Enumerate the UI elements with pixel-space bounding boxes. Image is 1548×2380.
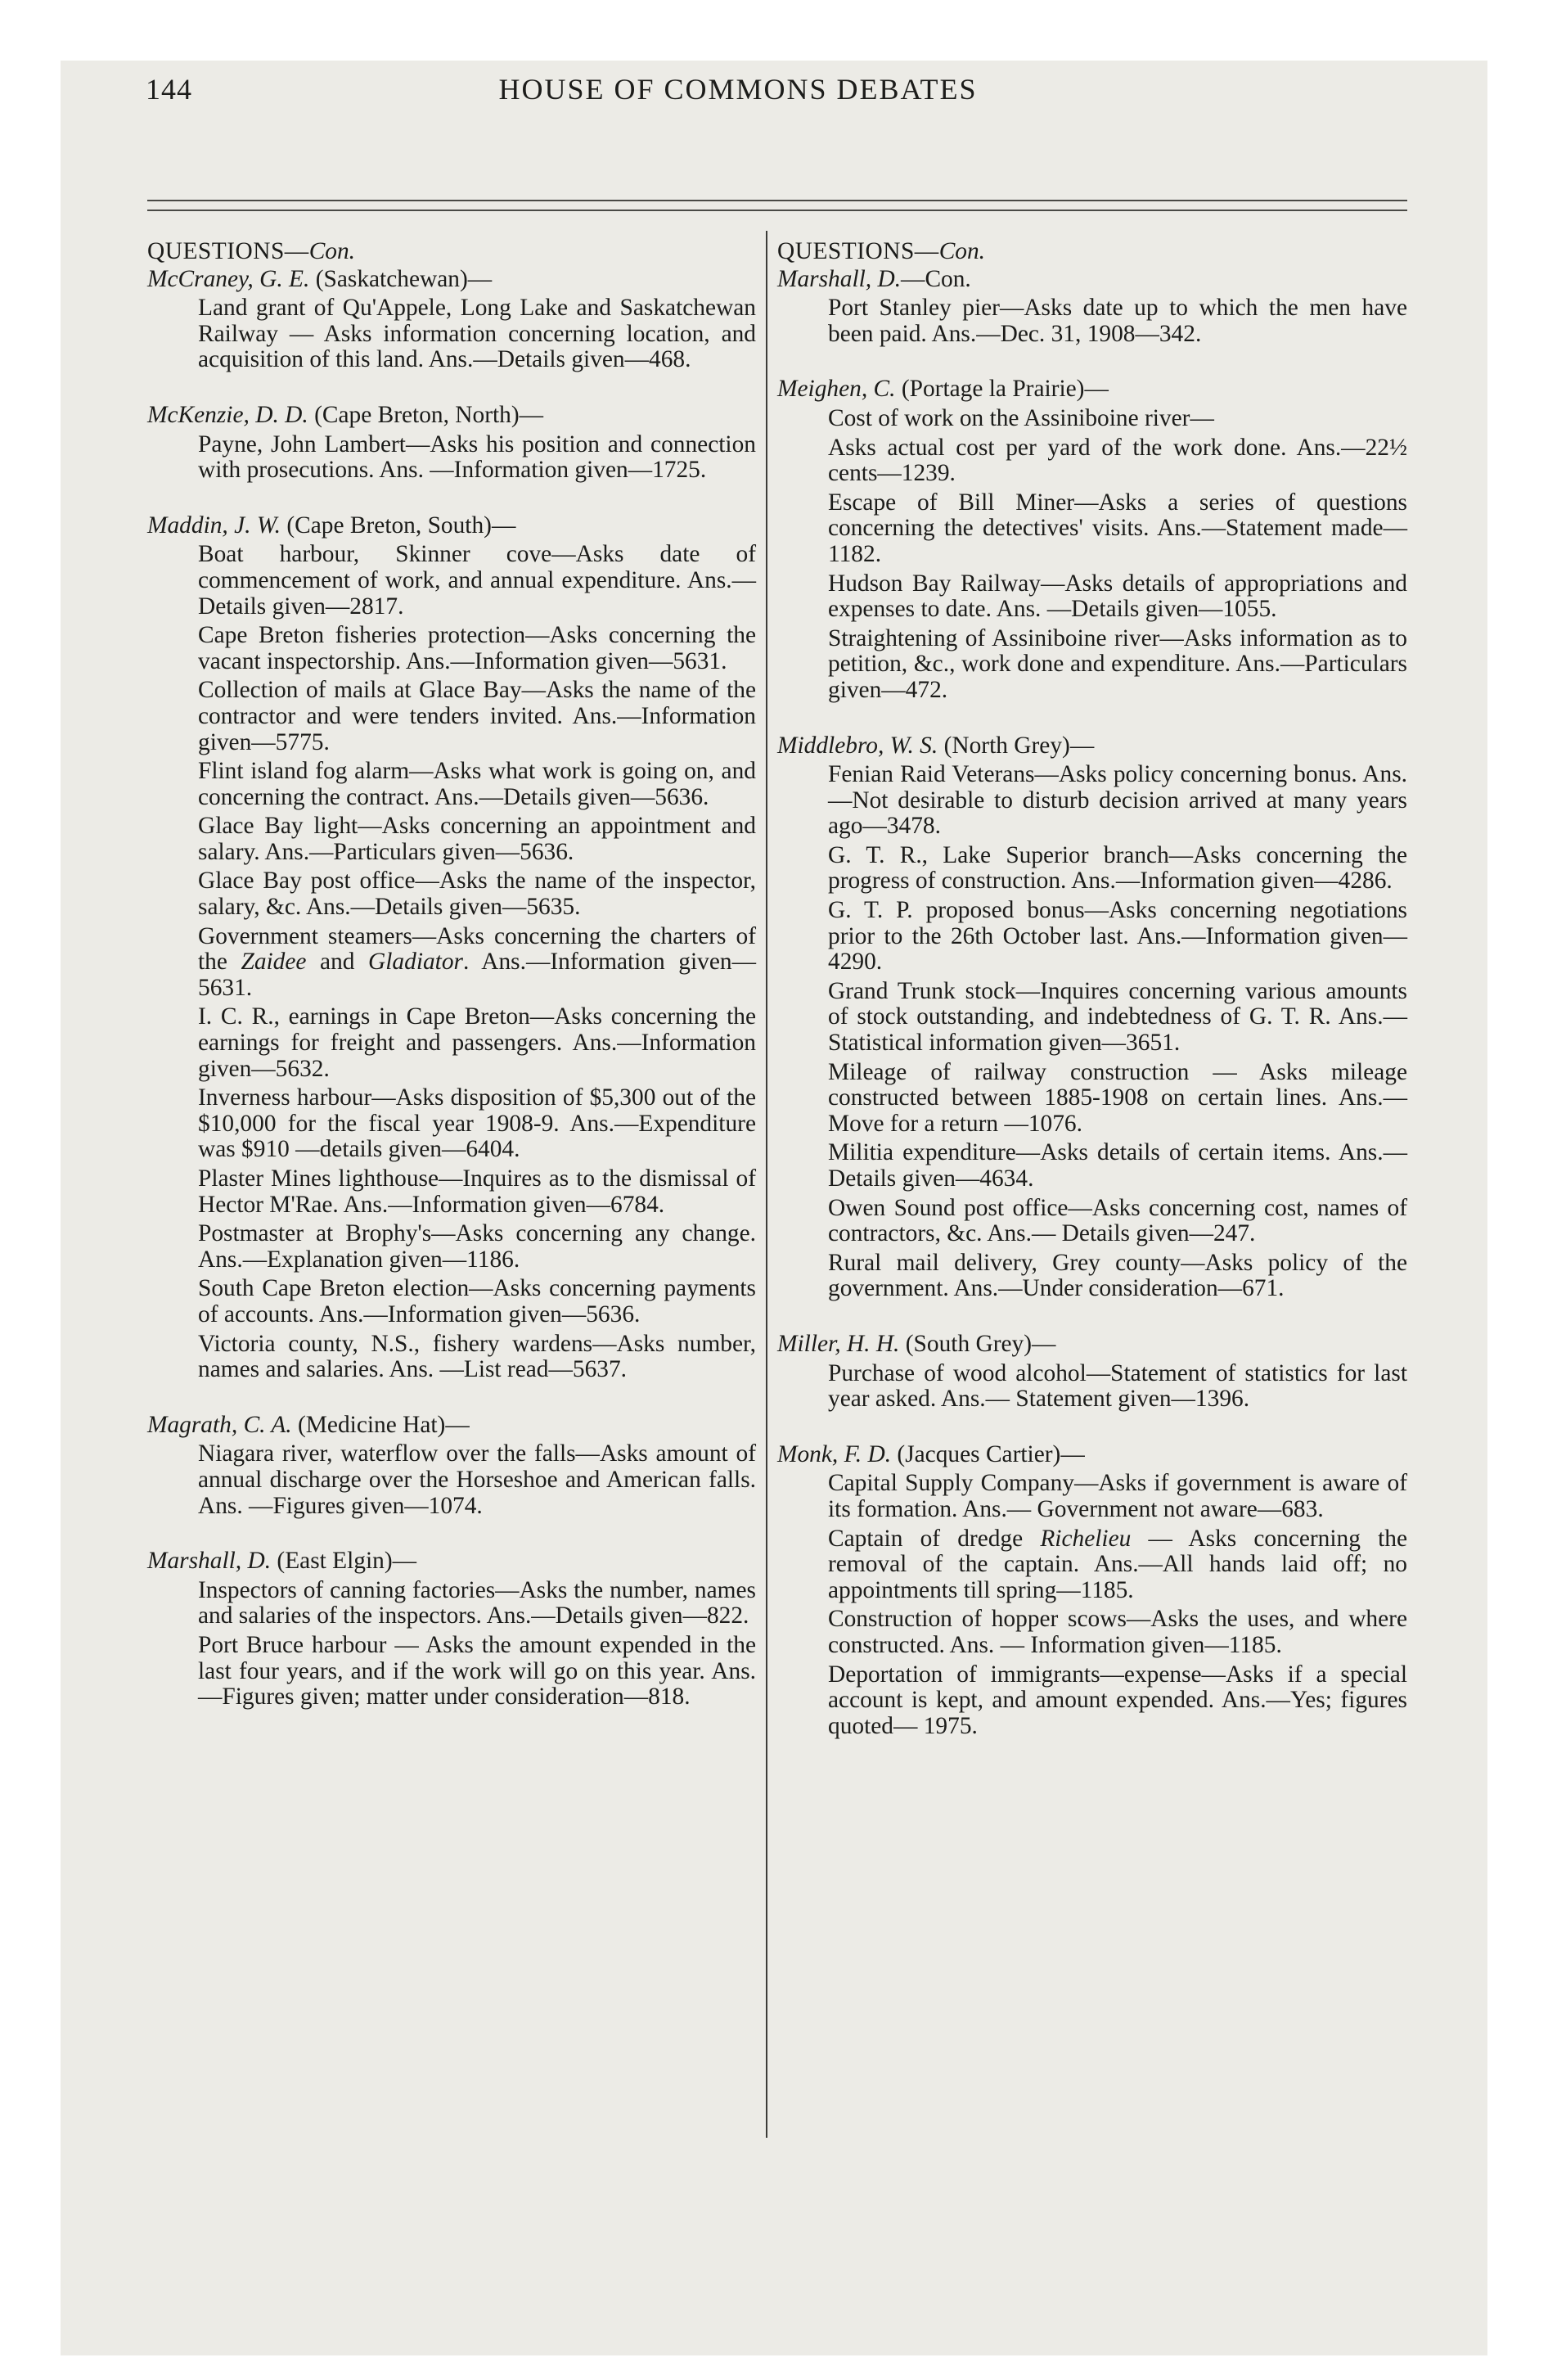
question-entry: Owen Sound post office—Asks concerning cost, names of contractors, &c. Ans.— Details given—247. (828, 1194, 1407, 1247)
member-constituency: —Con. (901, 265, 971, 292)
header-rule-bottom (147, 210, 1407, 211)
member-constituency: (Medicine Hat)— (298, 1411, 470, 1438)
question-entry: Land grant of Qu'Appele, Long Lake and Saskatchewan Railway — Asks information concerning location, and acquisition of this land. Ans.—Details given—468. (198, 295, 756, 373)
member-name: Magrath, C. A. (147, 1411, 292, 1438)
member-constituency: (Jacques Cartier)— (897, 1440, 1085, 1467)
question-entry: Cost of work on the Assiniboine river— (828, 404, 1214, 431)
member-heading (147, 513, 756, 539)
right-column (777, 239, 1407, 1742)
question-entry: Escape of Bill Miner—Asks a series of questions concerning the detectives' visits. Ans.—Statement made—1182. (828, 489, 1407, 567)
question-entry: Plaster Mines lighthouse—Inquires as to the dismissal of Hector M'Rae. Ans.—Information given—6784. (198, 1165, 756, 1218)
question-entry: Collection of mails at Glace Bay—Asks the name of the contractor and were tenders invited. Ans.—Information given—5775. (198, 677, 756, 755)
member-heading (777, 267, 1407, 293)
question-entry: I. C. R., earnings in Cape Breton—Asks concerning the earnings for freight and passengers. Ans.—Information given—5632. (198, 1003, 756, 1082)
running-head: HOUSE OF COMMONS DEBATES (498, 73, 978, 106)
member-heading (777, 376, 1407, 403)
column-divider (766, 231, 767, 2138)
ship-name: Zaidee (241, 949, 307, 976)
question-entry: Grand Trunk stock—Inquires concerning various amounts of stock outstanding, and indebtedness of G. T. R. Ans.— Statistical information given—3651. (828, 977, 1407, 1057)
question-entry: Postmaster at Brophy's—Asks concerning any change. Ans.—Explanation given—1186. (198, 1220, 756, 1273)
member-constituency: (South Grey)— (905, 1330, 1056, 1357)
member-name: Monk, F. D. (777, 1440, 892, 1467)
question-entry: Deportation of immigrants—expense—Asks if a special account is kept, and amount expended. Ans.—Yes; figures quoted— 1975. (828, 1661, 1407, 1739)
question-entry: G. T. P. proposed bonus—Asks concerning negotiations prior to the 26th October last. Ans.—Information given—4290. (828, 897, 1407, 976)
header-rule-top (147, 200, 1407, 201)
member-heading (777, 733, 1407, 760)
member-constituency: (Portage la Prairie)— (901, 376, 1109, 403)
question-entry: Glace Bay light—Asks concerning an appointment and salary. Ans.—Particulars given—5636. (198, 813, 756, 865)
question-entry: Construction of hopper scows—Asks the uses, and where constructed. Ans. — Information given—1185. (828, 1606, 1407, 1658)
question-entry: Purchase of wood alcohol—Statement of statistics for last year asked. Ans.— Statement given—1396. (828, 1359, 1407, 1413)
ship-name: Gladiator (368, 949, 463, 976)
page-number: 144 (146, 73, 192, 106)
left-column (147, 239, 756, 1714)
member-heading (147, 267, 756, 293)
member-name: Middlebro, W. S. (777, 732, 938, 759)
question-entry: Boat harbour, Skinner cove—Asks date of commencement of work, and annual expenditure. Ans.—Details given—2817. (198, 541, 756, 620)
question-entry: Rural mail delivery, Grey county—Asks policy of the government. Ans.—Under consideration—671. (828, 1249, 1407, 1302)
section-continued-heading: QUESTIONS—Con. (147, 238, 356, 264)
question-entry: Inverness harbour—Asks disposition of $5,300 out of the $10,000 for the fiscal year 1908-9. Ans.—Expenditure was $910 —details given—6404. (198, 1084, 756, 1163)
question-entry: Straightening of Assiniboine river—Asks information as to petition, &c., work done and expenditure. Ans.—Particulars given—472. (828, 624, 1407, 703)
question-entry: Victoria county, N.S., fishery wardens—Asks number, names and salaries. Ans. —List read—5637. (198, 1330, 756, 1383)
question-entry: Captain of dredge Richelieu — Asks concerning the removal of the captain. Ans.—All hands laid off; no appointments till spring—1185. (828, 1525, 1407, 1603)
member-constituency: (North Grey)— (943, 732, 1095, 759)
question-entry: Fenian Raid Veterans—Asks policy concerning bonus. Ans.—Not desirable to disturb decision arrived at many years ago—3478. (828, 761, 1407, 840)
member-constituency: (Cape Breton, South)— (286, 512, 516, 539)
member-constituency: (Saskatchewan)— (315, 265, 493, 292)
question-entry: Payne, John Lambert—Asks his position and connection with prosecutions. Ans. —Information given—1725. (198, 430, 756, 484)
member-name: Marshall, D. (147, 1548, 272, 1575)
question-entry: Cape Breton fisheries protection—Asks concerning the vacant inspectorship. Ans.—Information given—5631. (198, 622, 756, 674)
question-entry: G. T. R., Lake Superior branch—Asks concerning the progress of construction. Ans.—Information given—4286. (828, 841, 1407, 895)
member-name: Marshall, D. (777, 265, 902, 292)
question-entry: Flint island fog alarm—Asks what work is going on, and concerning the contract. Ans.—Details given—5636. (198, 758, 756, 810)
question-entry: Asks actual cost per yard of the work done. Ans.—22½ cents—1239. (828, 434, 1407, 487)
member-heading (147, 1548, 756, 1575)
member-name: Maddin, J. W. (147, 512, 281, 539)
question-entry: Glace Bay post office—Asks the name of the inspector, salary, &c. Ans.—Details given—5635. (198, 868, 756, 921)
member-constituency: (Cape Breton, North)— (314, 401, 544, 428)
member-name: Miller, H. H. (777, 1330, 900, 1357)
member-name: McCraney, G. E. (147, 265, 310, 292)
page-header (85, 72, 1391, 121)
question-entry: Niagara river, waterflow over the falls—Asks amount of annual discharge over the Horseshoe and American falls. Ans. —Figures given—1074. (198, 1440, 756, 1519)
member-heading (777, 1332, 1407, 1358)
ship-name: Richelieu (1040, 1525, 1132, 1552)
member-name: McKenzie, D. D. (147, 401, 308, 428)
question-entry: Mileage of railway construction — Asks mileage constructed between 1885-1908 on certain lines. Ans.—Move for a return —1076. (828, 1058, 1407, 1137)
question-entry: Inspectors of canning factories—Asks the number, names and salaries of the inspectors. Ans.—Details given—822. (198, 1576, 756, 1629)
member-heading (147, 1413, 756, 1439)
member-constituency: (East Elgin)— (277, 1548, 416, 1575)
question-entry: Port Stanley pier—Asks date up to which the men have been paid. Ans.—Dec. 31, 1908—342. (828, 295, 1407, 347)
member-heading (147, 403, 756, 429)
question-entry: Government steamers—Asks concerning the charters of the Zaidee and Gladiator. Ans.—Information given—5631. (198, 922, 756, 1001)
question-entry: Capital Supply Company—Asks if government is aware of its formation. Ans.— Government not aware—683. (828, 1470, 1407, 1522)
section-continued-heading: QUESTIONS—Con. (777, 238, 986, 264)
member-name: Meighen, C. (777, 376, 896, 403)
member-heading (777, 1442, 1407, 1468)
question-entry: South Cape Breton election—Asks concerning payments of accounts. Ans.—Information given—5636. (198, 1275, 756, 1327)
question-entry: Port Bruce harbour — Asks the amount expended in the last four years, and if the work will go on this year. Ans.—Figures given; matter under consideration—818. (198, 1631, 756, 1711)
question-entry: Hudson Bay Railway—Asks details of appropriations and expenses to date. Ans. —Details given—1055. (828, 570, 1407, 623)
question-entry: Militia expenditure—Asks details of certain items. Ans.—Details given—4634. (828, 1139, 1407, 1192)
